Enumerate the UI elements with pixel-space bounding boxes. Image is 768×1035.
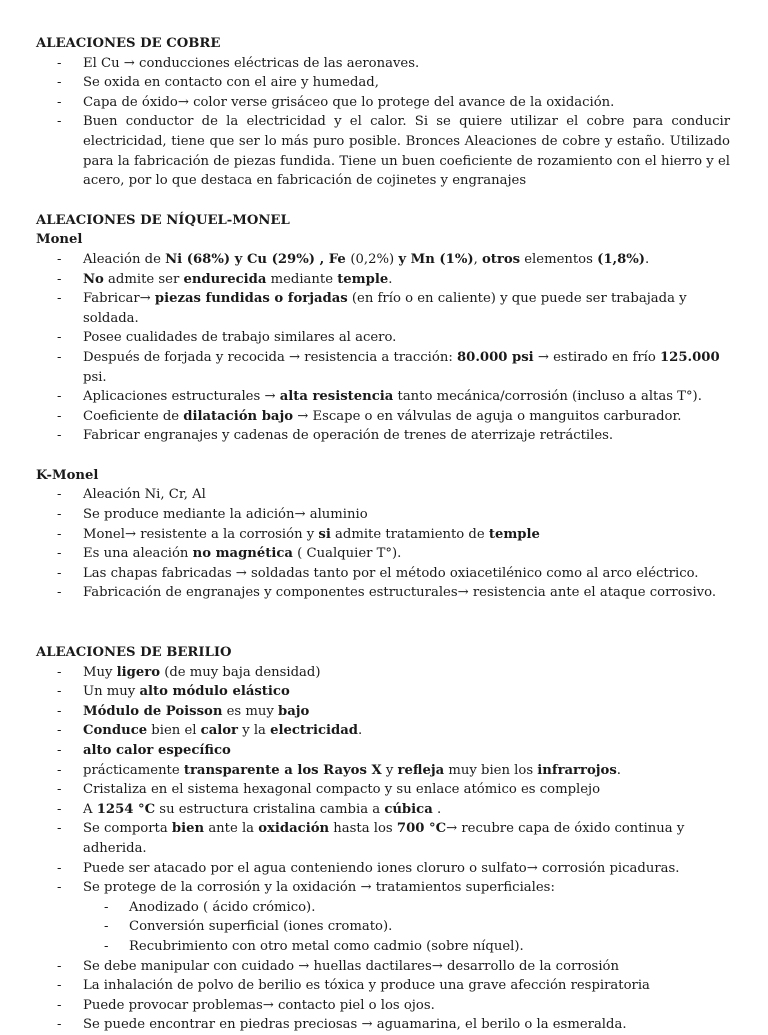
- list-item: [36, 73, 730, 93]
- list-item: [36, 937, 730, 957]
- list-item: [36, 564, 730, 584]
- text-run: mediante: [266, 271, 338, 287]
- list-item: [36, 525, 730, 545]
- text-run: .: [358, 723, 363, 739]
- text-run: es muy: [222, 703, 279, 719]
- bold-text: otros: [481, 251, 521, 267]
- bold-text: transparente a los Rayos X: [183, 762, 382, 778]
- text-run: ,: [473, 251, 482, 267]
- list-item: [36, 289, 730, 328]
- text-run: muy bien los: [444, 762, 538, 778]
- heading-niquel-monel: ALEACIONES DE NÍQUEL-MONEL: [36, 212, 290, 228]
- subheading-monel: Monel: [36, 232, 83, 248]
- list-item: [36, 54, 730, 74]
- bold-text: Conduce: [83, 723, 148, 739]
- list-berilio-a: [36, 663, 730, 898]
- list-item: [36, 780, 730, 800]
- text-run: Después de forjada y recocida → resistencia a tracción:: [83, 349, 457, 365]
- text-run: .: [645, 251, 650, 267]
- text-run: Capa de óxido→ color verse grisáceo que lo protege del avance de la oxidación.: [83, 94, 615, 110]
- list-item: [36, 583, 730, 603]
- list-item: [36, 957, 730, 977]
- text-run: .: [616, 762, 621, 778]
- bold-text: bien: [171, 821, 205, 837]
- bold-text: endurecida: [183, 271, 267, 287]
- bold-text: alto módulo elástico: [139, 684, 290, 700]
- text-run: ( Cualquier T°).: [292, 546, 402, 562]
- list-item: [36, 859, 730, 879]
- text-run: Fabricar→: [83, 291, 155, 307]
- text-run: A: [83, 801, 97, 817]
- bold-text: temple: [488, 526, 540, 542]
- list-item: [36, 800, 730, 820]
- text-run: El Cu → conducciones eléctricas de las aeronaves.: [83, 55, 420, 71]
- list-monel: [36, 250, 730, 446]
- bold-text: no magnética: [192, 546, 293, 562]
- bold-text: electricidad: [270, 723, 359, 739]
- list-item: [36, 663, 730, 683]
- list-item: [36, 270, 730, 290]
- text-run: ante la: [204, 821, 259, 837]
- text-run: elementos: [520, 251, 598, 267]
- bold-text: calor: [200, 723, 238, 739]
- text-run: prácticamente: [83, 762, 184, 778]
- text-run: (en frío o en caliente) y que puede ser trabajada y soldada.: [83, 291, 687, 326]
- text-run: Un muy: [83, 684, 140, 700]
- list-item: [36, 761, 730, 781]
- text-run: admite ser: [103, 271, 184, 287]
- list-berilio-nested: [36, 898, 730, 957]
- text-run: Fabricar engranajes y cadenas de operación de trenes de aterrizaje retráctiles.: [83, 428, 614, 444]
- list-item: [36, 328, 730, 348]
- text-run: Puede provocar problemas→ contacto piel o los ojos.: [83, 997, 435, 1013]
- list-item: [36, 898, 730, 918]
- bold-text: Módulo de Poisson: [83, 703, 223, 719]
- text-run: → Escape o en válvulas de aguja o manguitos carburador.: [293, 408, 682, 424]
- bold-text: alta resistencia: [279, 389, 394, 405]
- text-run: Las chapas fabricadas → soldadas tanto por el método oxiacetilénico como al arco eléctrico.: [83, 565, 699, 581]
- text-run: Coeficiente de: [83, 408, 184, 424]
- bold-text: alto calor específico: [83, 743, 231, 758]
- heading-berilio: ALEACIONES DE BERILIO: [36, 645, 232, 661]
- list-item: [36, 878, 730, 898]
- spacer: [36, 603, 730, 643]
- bold-text: cúbica: [384, 801, 433, 817]
- text-run: Monel→ resistente a la corrosión y: [83, 526, 319, 542]
- text-run: Conversión superficial (iones cromato).: [129, 919, 393, 935]
- text-run: hasta los: [329, 821, 397, 837]
- bold-text: bajo: [278, 703, 310, 719]
- bold-text: oxidación: [258, 821, 330, 837]
- list-item: [36, 485, 730, 505]
- text-run: Se produce mediante la adición→ aluminio: [83, 507, 368, 523]
- list-item: [36, 996, 730, 1016]
- list-item: [36, 917, 730, 937]
- text-run: Anodizado ( ácido crómico).: [129, 899, 316, 915]
- list-item: [36, 1015, 730, 1035]
- list-item: [36, 702, 730, 722]
- bold-text: 700 °C: [396, 821, 447, 837]
- list-item: [36, 93, 730, 113]
- text-run: tanto mecánica/corrosión (incluso a altas T°).: [393, 389, 702, 405]
- text-run: (0,2%): [350, 251, 399, 267]
- list-item: [36, 407, 730, 427]
- bold-text: No: [83, 271, 104, 287]
- text-run: Es una aleación: [83, 546, 193, 562]
- list-item: [36, 682, 730, 702]
- spacer: [36, 191, 730, 211]
- bold-text: temple: [337, 271, 389, 287]
- list-item: [36, 819, 730, 858]
- list-item: [36, 348, 730, 387]
- text-run: y: [381, 762, 398, 778]
- list-berilio-b: [36, 957, 730, 1035]
- text-run: admite tratamiento de: [330, 526, 489, 542]
- text-run: → recubre capa de óxido continua y adherida.: [83, 821, 685, 856]
- text-run: su estructura cristalina cambia a: [155, 801, 385, 817]
- text-run: Muy: [83, 664, 117, 680]
- text-run: La inhalación de polvo de berilio es tóxica y produce una grave afección respiratoria: [83, 978, 650, 994]
- list-item: [36, 387, 730, 407]
- bold-text: piezas fundidas o forjadas: [154, 291, 348, 307]
- bold-text: Ni (68%) y Cu (29%) , Fe: [165, 251, 351, 267]
- text-run: Recubrimiento con otro metal como cadmio (sobre níquel).: [129, 938, 524, 954]
- list-item: [36, 112, 730, 190]
- text-run: Se oxida en contacto con el aire y humedad,: [83, 75, 379, 91]
- text-run: Se puede encontrar en piedras preciosas → aguamarina, el berilo o la esmeralda.: [83, 1017, 627, 1033]
- text-run: Aleación de: [83, 251, 166, 267]
- bold-text: 80.000 psi: [456, 349, 534, 365]
- text-run: Cristaliza en el sistema hexagonal compacto y su enlace atómico es complejo: [83, 782, 601, 798]
- list-item: [36, 741, 730, 761]
- text-run: bien el: [147, 723, 201, 739]
- bold-text: dilatación bajo: [183, 408, 294, 424]
- list-item: [36, 544, 730, 564]
- text-run: Aplicaciones estructurales →: [83, 389, 280, 405]
- spacer: [36, 446, 730, 466]
- text-run: (de muy baja densidad): [160, 664, 321, 680]
- heading-cobre: ALEACIONES DE COBRE: [36, 36, 221, 51]
- bold-text: si: [318, 526, 331, 542]
- text-run: .: [432, 801, 442, 817]
- bold-text: ligero: [116, 664, 161, 680]
- list-item: [36, 976, 730, 996]
- list-item: [36, 250, 730, 270]
- text-run: Se protege de la corrosión y la oxidación → tratamientos superficiales:: [83, 880, 555, 896]
- list-item: [36, 426, 730, 446]
- text-run: .: [388, 271, 393, 287]
- bold-text: (1,8%): [597, 251, 646, 267]
- bold-text: refleja: [397, 762, 445, 778]
- bold-text: 1254 °C: [96, 801, 156, 817]
- text-run: Se debe manipular con cuidado → huellas dactilares→ desarrollo de la corrosión: [83, 958, 619, 974]
- list-item: [36, 721, 730, 741]
- list-k-monel: [36, 485, 730, 603]
- bold-text: 125.000: [659, 349, 720, 365]
- bold-text: infrarrojos: [537, 762, 617, 778]
- text-run: Fabricación de engranajes y componentes estructurales→ resistencia ante el ataque corrosivo.: [83, 585, 717, 601]
- text-run: Buen conductor de la electricidad y el calor. Si se quiere utilizar el cobre para conducir electricidad, tiene que ser lo más puro posible. Bronces Aleaciones de cobre y estaño. Utilizado para la fabricación de piezas fundida. Tiene un buen coeficiente de rozamiento con el hierro y el acero, por lo que destaca en fabricación de cojinetes y engranajes: [83, 114, 730, 189]
- text-run: psi.: [83, 369, 107, 385]
- text-run: → estirado en frío: [533, 349, 660, 365]
- subheading-k-monel: K-Monel: [36, 467, 99, 483]
- list-item: [36, 505, 730, 525]
- text-run: Se comporta: [83, 821, 172, 837]
- text-run: Puede ser atacado por el agua conteniendo iones cloruro o sulfato→ corrosión picaduras.: [83, 860, 680, 876]
- bold-text: y Mn (1%): [398, 251, 474, 267]
- text-run: y la: [238, 723, 271, 739]
- text-run: Aleación Ni, Cr, Al: [83, 487, 206, 503]
- list-cobre: [36, 54, 730, 191]
- text-run: Posee cualidades de trabajo similares al acero.: [83, 330, 397, 346]
